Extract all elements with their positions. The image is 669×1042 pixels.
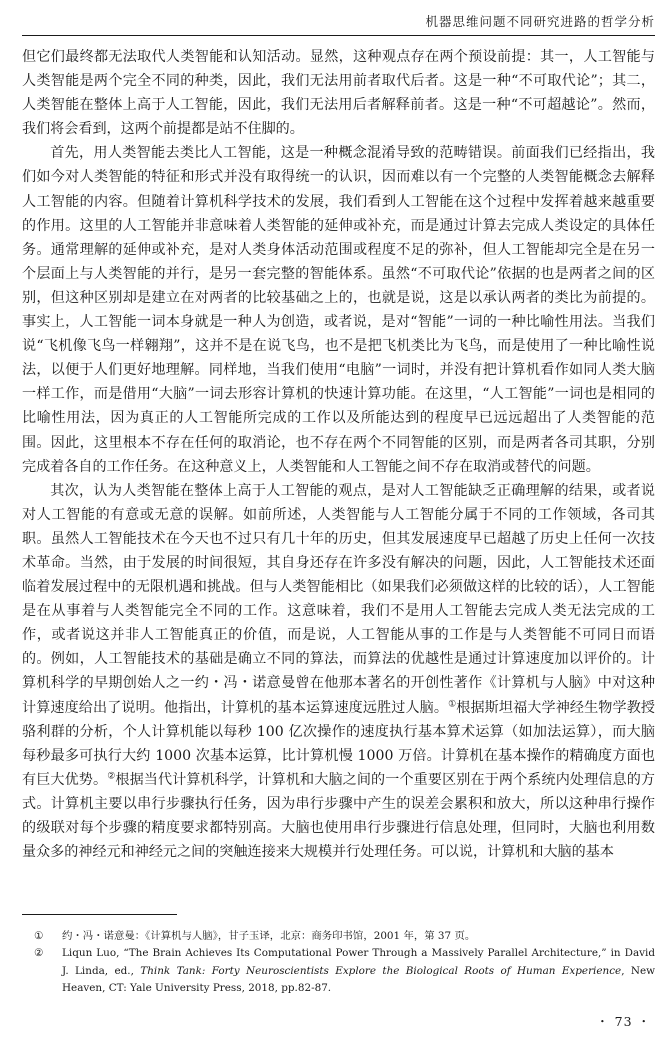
main-text	[22, 45, 655, 864]
running-header	[22, 0, 655, 40]
footnote-2-citation-start: Liqun Luo, “The Brain Achieves Its Computational Power Through a Massively Parallel Architecture,” in David J. Linda, ed.,	[62, 947, 655, 977]
footnote-2-book-title: Think Tank: Forty Neuroscientists Explore the Biological Roots of Human Experience	[140, 964, 622, 977]
page-number: ・ 73 ・	[596, 1014, 651, 1029]
footnote-2-mark: ②	[34, 947, 44, 960]
footnote-2-citation-end: , New Heaven, CT: Yale University Press, 2018, pp.82-87.	[62, 964, 656, 995]
paragraph-3-part-c: 根据当代计算机科学，计算机和大脑之间的一个重要区别在于两个系统内处理信息的方式。计算机主要以串行步骤执行任务，因为串行步骤中产生的误差会累积和放大，所以这种串行操作的级联对每个步骤的精度要求都特别高。大脑也使用串行步骤进行信息处理，但同时，大脑也利用数量众多的神经元和神经元之间的突触连接来大规模并行处理任务。可以说，计算机和大脑的基本	[22, 771, 655, 861]
footnote-reference-2[interactable]: ②	[107, 771, 116, 782]
footnote-2-text	[62, 945, 655, 997]
footnote-2	[22, 945, 655, 997]
running-header-title: 机器思维问题不同研究进路的哲学分析	[425, 14, 655, 29]
footnote-1-text: 约・冯・诺意曼：《计算机与人脑》，甘子玉译，北京：商务印书馆，2001 年，第 37 页。	[62, 930, 476, 942]
footnote-divider	[22, 914, 177, 915]
header-rule	[22, 35, 655, 36]
paragraph-3-part-a: 其次，认为人类智能在整体上高于人工智能的观点，是对人工智能缺乏正确理解的结果，或者说对人工智能的有意或无意的误解。如前所述，人类智能与人工智能分属于不同的工作领域，各司其职。虽然人工智能技术在今天也不过只有几十年的历史，但其发展速度早已超越了历史上任何一次技术革命。当然，由于发展的时间很短，其自身还存在许多没有解决的问题，因此，人工智能技术还面临着发展过程中的无限机遇和挑战。但与人类智能相比（如果我们必须做这样的比较的话），人工智能是在从事着与人类智能完全不同的工作。这意味着，我们不是用人工智能去完成人类无法完成的工作，或者说这并非人工智能真正的价值，而是说，人工智能从事的工作是与人类智能不可同日而语的。例如，人工智能技术的基础是确立不同的算法，而算法的优越性是通过计算速度加以评价的。计算机科学的早期创始人之一约・冯・诺意曼曾在他那本著名的开创性著作《计算机与人脑》中对这种计算速度给出了说明。他指出，计算机的基本运算速度远胜过人脑。	[22, 482, 655, 716]
footnote-1	[22, 928, 655, 945]
paragraph-3-part-b: 根据斯坦福大学神经生物学教授骆利群的分析，个人计算机能以每秒 100 亿次操作的速度执行基本算术运算（如加法运算），而大脑每秒最多可执行大约 1000 次基本运算，比计算机慢 1000 万倍。计算机在基本操作的精确度方面也有巨大优势。	[22, 699, 656, 788]
paragraph-3	[22, 479, 655, 865]
paragraph-2: 首先，用人类智能去类比人工智能，这是一种概念混淆导致的范畴错误。前面我们已经指出，我们如今对人类智能的特征和形式并没有取得统一的认识，因而难以有一个完整的人类智能概念去解释人工智能的内容。但随着计算机科学技术的发展，我们看到人工智能在这个过程中发挥着越来越重要的作用。这里的人工智能并非意味着人类智能的延伸或补充，而是通过计算去完成人类设定的具体任务。通常理解的延伸或补充，是对人类身体活动范围或程度不足的弥补，但人工智能却完全是在另一个层面上与人类智能的并行，是另一套完整的智能体系。虽然“不可取代论”依据的也是两者之间的区别，但这种区别却是建立在对两者的比较基础之上的，也就是说，这是以承认两者的类比为前提的。事实上，人工智能一词本身就是一种人为创造，或者说，是对“智能”一词的一种比喻性用法。当我们说“飞机像飞鸟一样翱翔”，这并不是在说飞鸟，也不是把飞机类比为飞鸟，而是使用了一种比喻性说法，以便于人们更好地理解。同样地，当我们使用“电脑”一词时，并没有把计算机看作如同人类大脑一样工作，而是借用“大脑”一词去形容计算机的快速计算功能。在这里，“人工智能”一词也是相同的比喻性用法，因为真正的人工智能所完成的工作以及所能达到的程度早已远远超出了人类智能的范围。因此，这里根本不存在任何的取消论，也不存在两个不同智能的区别，而是两者各司其职，分别完成着各自的工作任务。在这种意义上，人类智能和人工智能之间不存在取消或替代的问题。	[22, 145, 655, 475]
paragraph-1: 但它们最终都无法取代人类智能和认知活动。显然，这种观点存在两个预设前提：其一，人工智能与人类智能是两个完全不同的种类，因此，我们无法用前者取代后者。这是一种“不可取代论”；其二，人类智能在整体上高于人工智能，因此，我们无法用后者解释前者。这是一种“不可超越论”。然而，我们将会看到，这两个前提都是站不住脚的。	[22, 49, 655, 138]
footnotes	[22, 928, 655, 998]
footnote-1-mark: ①	[34, 930, 44, 942]
footnote-reference-1[interactable]: ①	[448, 698, 457, 709]
